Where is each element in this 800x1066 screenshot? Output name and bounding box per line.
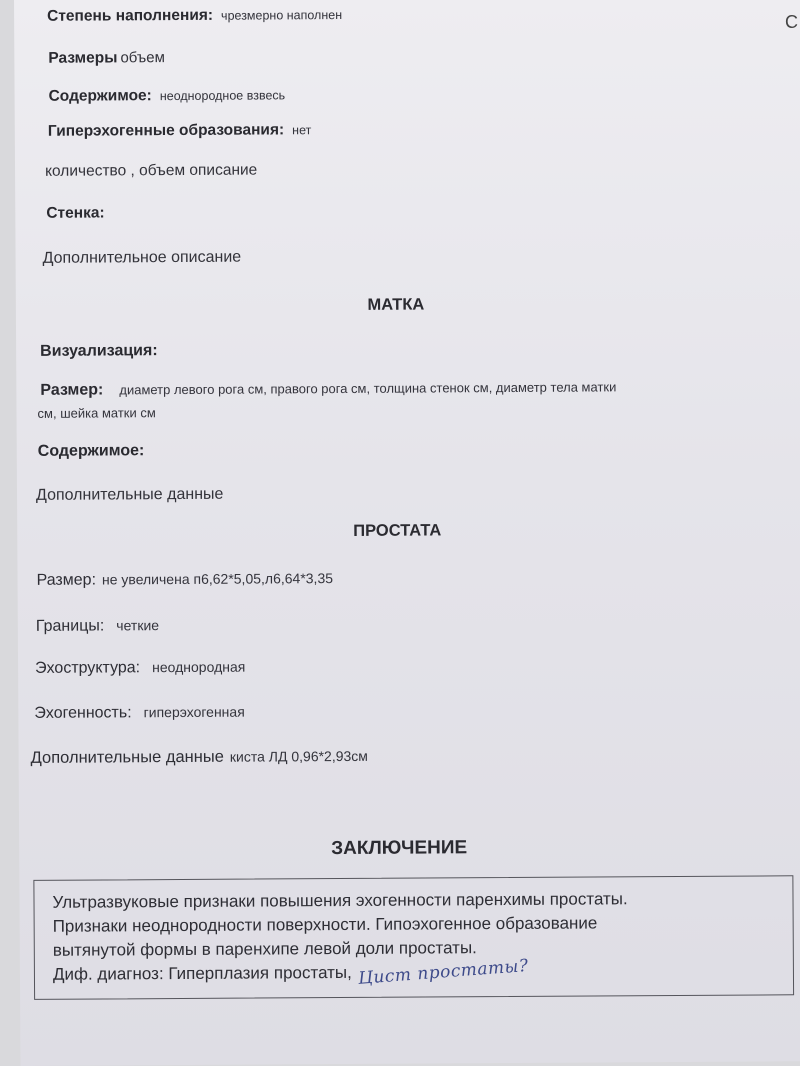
label: Эхоструктура: (35, 659, 141, 677)
label: Дополнительные данные (30, 747, 224, 767)
section-title-uterus: МАТКА (367, 295, 425, 314)
conclusion-line-4 (52, 955, 530, 989)
field-size-volume (48, 49, 165, 68)
line-additional-data: Дополнительные данные (35, 485, 224, 504)
label: Границы: (35, 617, 105, 635)
label: Степень наполнения: (47, 6, 214, 25)
value: гиперэхогенная (143, 703, 245, 721)
conclusion-line-3: вытянутой формы в паренхипе левой доли простаты. (52, 938, 477, 960)
value: неоднородная (152, 658, 246, 676)
field-echogenicity (34, 704, 245, 723)
field-prostate-additional (31, 747, 368, 768)
value: четкие (116, 617, 160, 634)
label: Размер: (40, 381, 104, 399)
document-sheet (14, 0, 800, 1066)
value: диаметр левого рога см, правого рога см, толщина стенок см, диаметр тела матки (119, 379, 617, 398)
section-title-prostate: ПРОСТАТА (353, 521, 442, 540)
value: не увеличена п6,62*5,05,л6,64*3,35 (101, 570, 334, 588)
label: Гиперэхогенные образования: (47, 121, 285, 140)
value: см, шейка матки см (37, 405, 156, 421)
value: киста ЛД 0,96*2,93см (229, 747, 368, 765)
label: Эхогенность: (34, 704, 132, 722)
value: чрезмерно наполнен (220, 7, 343, 23)
field-visualization (40, 342, 158, 361)
field-uterus-size (40, 378, 616, 400)
conclusion-line-2: Признаки неоднородности поверхности. Гипоэхогенное образование (52, 913, 598, 936)
field-contents (49, 86, 286, 105)
label: Размеры (48, 49, 118, 67)
label-suffix: объем (120, 49, 165, 67)
conclusion-line-1: Ультразвуковые признаки повышения эхогенности паренхимы простаты. (52, 889, 628, 912)
handwritten-note: Цист простаты? (357, 955, 530, 989)
field-hyperechoic (48, 121, 312, 141)
edge-fragment: С (785, 12, 798, 32)
field-wall (46, 204, 104, 222)
label: Размер: (36, 571, 97, 589)
section-title-conclusion: ЗАКЛЮЧЕНИЕ (331, 837, 468, 860)
conclusion-box (33, 875, 794, 1000)
value: нет (292, 123, 312, 138)
field-echostructure (35, 659, 245, 678)
field-prostate-size (36, 570, 333, 590)
label: Содержимое: (48, 87, 152, 105)
value: неоднородное взвесь (159, 88, 286, 104)
label: Содержимое: (37, 442, 145, 460)
label: Визуализация: (40, 342, 158, 360)
line-quantity: количество , объем описание (44, 161, 258, 180)
field-uterus-contents (38, 442, 145, 461)
field-uterus-size-cont (37, 404, 155, 422)
conclusion-line-4-text: Диф. диагноз: Гиперплазия простаты, (52, 962, 352, 984)
field-borders (36, 617, 159, 636)
label: Стенка: (46, 204, 105, 222)
field-fill-degree (47, 6, 342, 26)
line-extra-description: Дополнительное описание (42, 248, 242, 267)
